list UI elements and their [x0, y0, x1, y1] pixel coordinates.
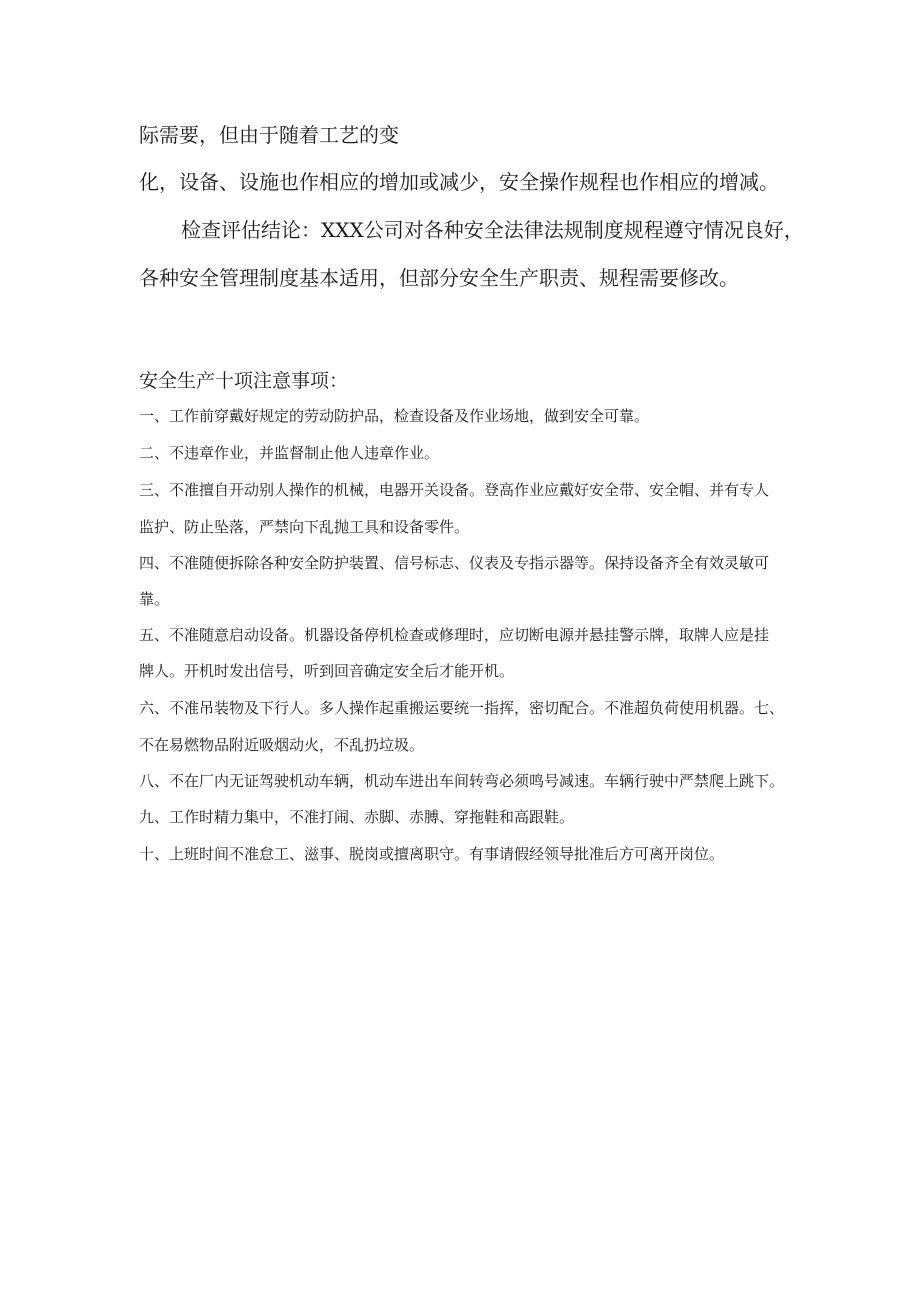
conclusion-paragraph-line: 检查评估结论：XXX公司对各种安全法律法规制度规程遵守情况良好，	[181, 218, 804, 242]
list-item: 靠。	[139, 590, 170, 608]
section-title: 安全生产十项注意事项：	[139, 370, 349, 392]
body-paragraph-line: 际需要，但由于随着工艺的变	[139, 123, 399, 147]
conclusion-paragraph-line: 各种安全管理制度基本适用，但部分安全生产职责、规程需要修改。	[139, 266, 739, 290]
list-item: 六、不准吊装物及下行人。多人操作起重搬运要统一指挥，密切配合。不准超负荷使用机器。七、	[139, 699, 785, 717]
body-paragraph-line: 化，设备、设施也作相应的增加或减少，安全操作规程也作相应的增减。	[139, 170, 779, 194]
list-item: 不在易燃物品附近吸烟动火，不乱扔垃圾。	[139, 736, 425, 754]
list-item: 九、工作时精力集中，不准打闹、赤脚、赤膊、穿拖鞋和高跟鞋。	[139, 808, 575, 826]
list-item: 三、不准擅自开动别人操作的机械，电器开关设备。登高作业应戴好安全带、安全帽、并有专人	[139, 481, 770, 499]
list-item: 八、不在厂内无证驾驶机动车辆，机动车进出车间转弯必须鸣号减速。车辆行驶中严禁爬上跳下。	[139, 772, 785, 790]
list-item: 四、不准随便拆除各种安全防护装置、信号标志、仪表及专指示器等。保持设备齐全有效灵敏可	[139, 554, 770, 572]
list-item: 五、不准随意启动设备。机器设备停机检查或修理时，应切断电源并悬挂警示牌，取牌人应是挂	[139, 626, 770, 644]
list-item: 牌人。开机时发出信号，听到回音确定安全后才能开机。	[139, 662, 515, 680]
list-item: 十、上班时间不准怠工、滋事、脱岗或擅离职守。有事请假经领导批准后方可离开岗位。	[139, 845, 725, 863]
list-item: 一、工作前穿戴好规定的劳动防护品，检查设备及作业场地，做到安全可靠。	[139, 407, 650, 425]
list-item: 二、不违章作业，并监督制止他人违章作业。	[139, 444, 440, 462]
list-item: 监护、防止坠落，严禁向下乱抛工具和设备零件。	[139, 518, 470, 536]
